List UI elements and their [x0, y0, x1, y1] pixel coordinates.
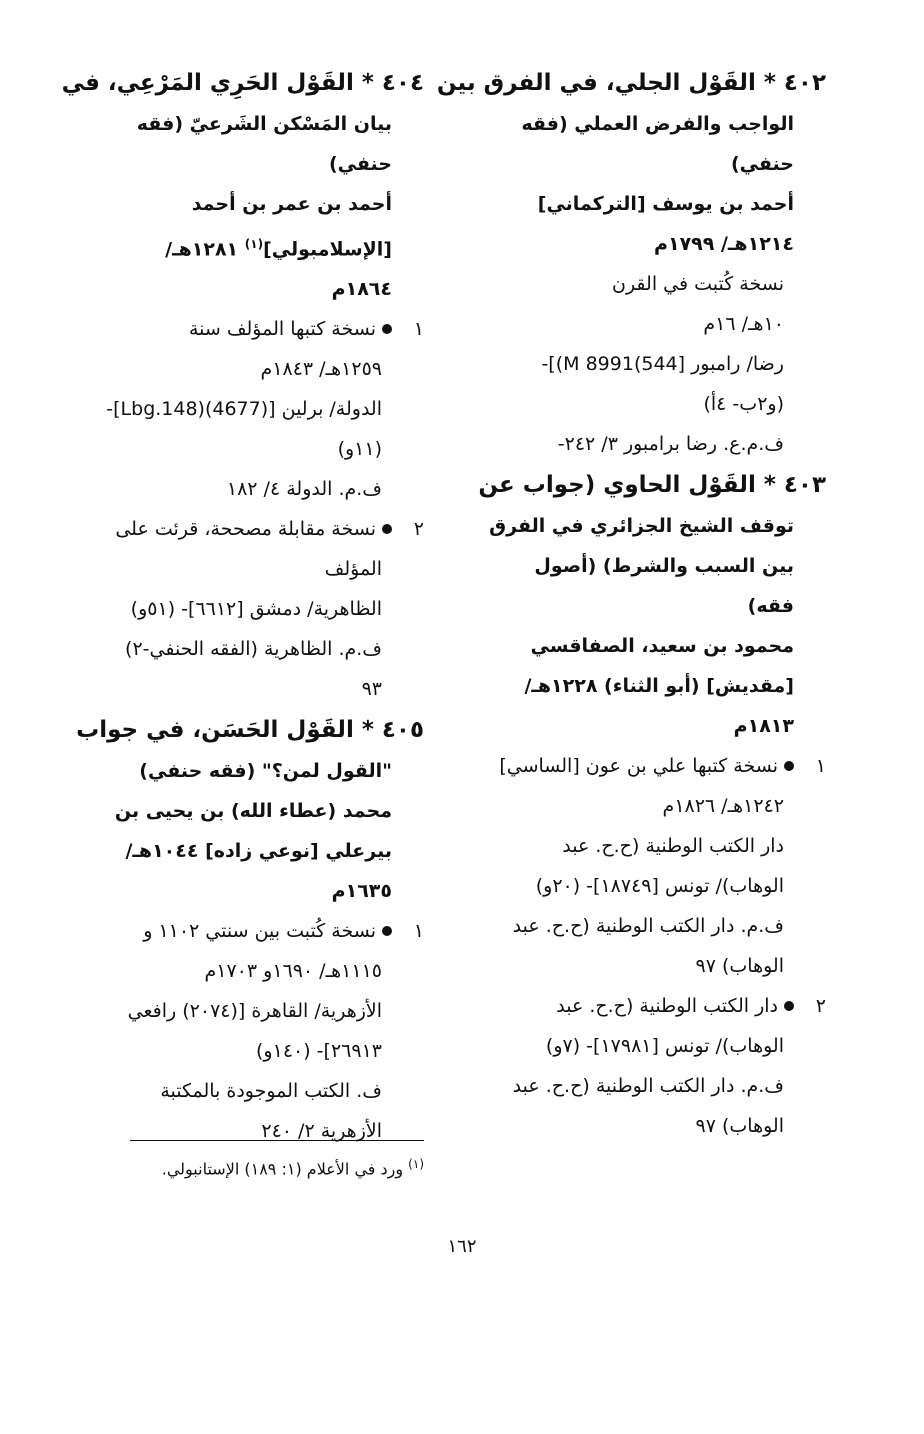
manuscript-line	[80, 669, 424, 709]
manuscript-line	[486, 746, 826, 786]
line-text: ١٦٣٥م	[331, 880, 392, 903]
line-text: الأزهرية/ القاهرة [(٢٠٧٤) رافعي	[127, 1000, 382, 1023]
manuscript-line	[80, 991, 424, 1031]
line-text: حنفي)	[730, 153, 794, 175]
entry-title-line	[80, 144, 424, 184]
author-line	[80, 791, 424, 831]
author-line	[80, 269, 424, 309]
entry-title-line	[486, 506, 826, 546]
manuscript-line	[80, 1031, 424, 1071]
line-text: (١١و)	[337, 438, 382, 461]
bullet-icon	[784, 761, 794, 771]
line-text: [الإسلامبولي]	[263, 238, 392, 261]
entry-title-line	[486, 144, 826, 184]
line-text: "القول لمن؟" (فقه حنفي)	[139, 760, 392, 783]
page-number: ١٦٢	[447, 1236, 477, 1257]
line-text: رضا/ رامبور [544)8991 M)]-	[541, 353, 784, 375]
entry-title-line	[61, 62, 424, 104]
entry-title-line	[80, 104, 424, 144]
line-text: دار الكتب الوطنية (ح.ح. عبد	[556, 995, 778, 1017]
footnote-divider	[130, 1140, 424, 1141]
item-number: ١	[815, 755, 826, 777]
line-text: الأزهرية ٢/ ٢٤٠	[261, 1120, 382, 1143]
line-text: ٤٠٤ * القَوْل الحَرِي المَرْعِي، في	[61, 70, 424, 96]
author-line	[486, 706, 826, 746]
line-text: ف. الكتب الموجودة بالمكتبة	[160, 1080, 382, 1103]
line-text: أحمد بن يوسف [التركماني]	[537, 193, 794, 215]
footnote	[130, 1152, 424, 1181]
line-text: الوهاب)/ تونس [١٨٧٤٩]- (٢٠و)	[535, 875, 784, 897]
line-text: الظاهرية/ دمشق [٦٦١٢]- (٥١و)	[130, 598, 382, 621]
line-text: الوهاب) ٩٧	[695, 955, 784, 977]
line-text: ف.م. الدولة ٤/ ١٨٢	[226, 478, 382, 501]
item-number: ١	[413, 920, 424, 943]
manuscript-line	[486, 946, 826, 986]
line-text: ٤٠٥ * القَوْل الحَسَن، في جواب	[76, 717, 424, 744]
left-column	[61, 62, 424, 1151]
line-text: الواجب والفرض العملي (فقه	[521, 113, 794, 135]
manuscript-line	[486, 384, 826, 424]
line-text: ١٢٥٩هـ/ ١٨٤٣م	[260, 358, 382, 381]
line-text: ٩٣	[361, 678, 382, 701]
line-text: نسخة كتبها علي بن عون [الساسي]	[499, 755, 778, 777]
bullet-icon	[382, 926, 392, 936]
line-text: نسخة كُتبت في القرن	[611, 273, 784, 295]
manuscript-line	[80, 309, 424, 349]
manuscript-line	[80, 389, 424, 429]
manuscript-line	[80, 951, 424, 991]
manuscript-line	[486, 344, 826, 384]
footnote-reference: (١)	[244, 237, 264, 251]
manuscript-line	[80, 469, 424, 509]
manuscript-line	[80, 589, 424, 629]
right-column	[436, 62, 826, 1146]
line-text: محمد (عطاء الله) بن يحيى بن	[114, 800, 392, 823]
line-text: ف.م. الظاهرية (الفقه الحنفي-٢)	[125, 638, 382, 661]
manuscript-line	[486, 1106, 826, 1146]
item-number: ٢	[815, 995, 826, 1017]
manuscript-line	[486, 986, 826, 1026]
line-text: بيرعلي [نوعي زاده] ١٠٤٤هـ/	[125, 840, 392, 863]
entry-title-line	[80, 751, 424, 791]
manuscript-line	[80, 549, 424, 589]
line-text: فقه)	[747, 595, 794, 617]
footnote-marker: (١)	[408, 1157, 424, 1171]
line-text: توقف الشيخ الجزائري في الفرق	[489, 515, 794, 537]
line-text: ١٠هـ/ ١٦م	[703, 313, 784, 335]
author-line	[80, 224, 424, 269]
manuscript-line	[486, 304, 826, 344]
entry-title-line	[436, 62, 826, 104]
line-text: ف.م.ع. رضا برامبور ٣/ ٢٤٢-	[557, 433, 784, 455]
line-text: ٤٠٢ * القَوْل الجلي، في الفرق بين	[436, 70, 826, 96]
bullet-icon	[382, 524, 392, 534]
line-text: دار الكتب الوطنية (ح.ح. عبد	[562, 835, 784, 857]
item-number: ٢	[413, 518, 424, 541]
author-line	[80, 871, 424, 911]
manuscript-line	[486, 264, 826, 304]
item-number: ١	[413, 318, 424, 341]
manuscript-line	[80, 1111, 424, 1151]
line-text: الوهاب) ٩٧	[695, 1115, 784, 1137]
author-line	[486, 184, 826, 224]
line-text: ف.م. دار الكتب الوطنية (ح.ح. عبد	[512, 1075, 784, 1097]
line-text: نسخة مقابلة مصححة، قرئت على	[115, 518, 376, 541]
line-text: ف.م. دار الكتب الوطنية (ح.ح. عبد	[512, 915, 784, 937]
bullet-icon	[382, 324, 392, 334]
manuscript-line	[80, 349, 424, 389]
line-text: ١٨٦٤م	[331, 278, 392, 301]
entry-title-line	[486, 546, 826, 586]
author-line	[486, 666, 826, 706]
manuscript-line	[486, 906, 826, 946]
manuscript-line	[486, 786, 826, 826]
manuscript-line	[80, 429, 424, 469]
line-text: ١٨١٣م	[733, 715, 794, 737]
line-text: بين السبب والشرط) (أصول	[534, 555, 794, 577]
manuscript-line	[486, 1066, 826, 1106]
line-text: محمود بن سعيد، الصفاقسي	[530, 635, 794, 657]
line-text: ٢٦٩١٣]- (١٤٠و)	[256, 1040, 382, 1063]
line-text: نسخة كتبها المؤلف سنة	[188, 318, 376, 341]
line-text: ١١١٥هـ/ ١٦٩٠و ١٧٠٣م	[204, 960, 382, 983]
manuscript-line	[486, 866, 826, 906]
line-text: حنفي)	[328, 153, 392, 175]
footnote-text: ورد في الأعلام (١: ١٨٩) الإستانبولي.	[161, 1159, 409, 1179]
entry-title-line	[486, 586, 826, 626]
author-line	[486, 224, 826, 264]
entry-title-line	[478, 464, 826, 506]
line-text-after: ١٢٨١هـ/	[165, 238, 245, 261]
bullet-icon	[784, 1001, 794, 1011]
manuscript-line	[80, 629, 424, 669]
line-text: الدولة/ برلين [Lbg.148)(4677)]-	[106, 398, 382, 421]
author-line	[486, 626, 826, 666]
manuscript-line	[486, 826, 826, 866]
line-text: بيان المَسْكن الشَرعيّ (فقه	[136, 113, 392, 135]
line-text: نسخة كُتبت بين سنتي ١١٠٢ و	[143, 920, 376, 943]
manuscript-line	[80, 911, 424, 951]
author-line	[80, 184, 424, 224]
line-text: ١٢٤٢هـ/ ١٨٢٦م	[662, 795, 784, 817]
line-text: ٤٠٣ * القَوْل الحاوي (جواب عن	[478, 472, 826, 498]
line-text: ١٢١٤هـ/ ١٧٩٩م	[654, 233, 794, 255]
entry-title-line	[486, 104, 826, 144]
line-text: (و٢ب- ٤أ)	[703, 393, 784, 415]
line-text: [مقديش] (أبو الثناء) ١٢٢٨هـ/	[524, 675, 794, 697]
line-text: أحمد بن عمر بن أحمد	[191, 193, 392, 215]
manuscript-line	[80, 509, 424, 549]
line-text: الوهاب)/ تونس [١٧٩٨١]- (٧و)	[545, 1035, 784, 1057]
manuscript-line	[486, 1026, 826, 1066]
manuscript-line	[486, 424, 826, 464]
line-text: المؤلف	[324, 558, 382, 581]
manuscript-line	[80, 1071, 424, 1111]
author-line	[80, 831, 424, 871]
entry-title-line	[76, 709, 424, 751]
